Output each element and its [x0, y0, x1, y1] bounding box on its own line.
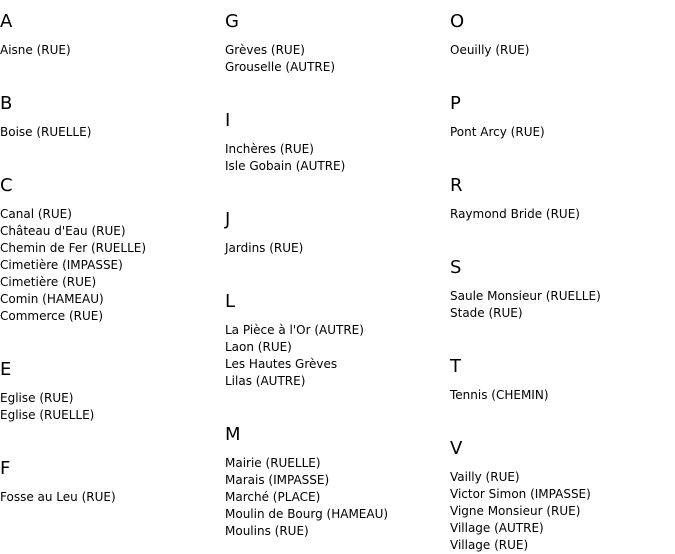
street-item: Lilas (AUTRE): [225, 374, 306, 388]
street-item: Aisne (RUE): [0, 43, 71, 57]
letter-heading: S: [450, 257, 462, 278]
street-item: Tennis (CHEMIN): [450, 388, 549, 402]
street-item: Oeuilly (RUE): [450, 43, 530, 57]
street-item: Moulin de Bourg (HAMEAU): [225, 507, 389, 521]
index-column-3: [450, 0, 675, 554]
letter-heading: A: [0, 11, 13, 32]
street-item: Marais (IMPASSE): [225, 473, 330, 487]
letter-group: [450, 345, 675, 404]
street-list: [450, 460, 675, 554]
letter-heading: B: [0, 93, 13, 114]
letter-group: [450, 427, 675, 554]
street-item: Saule Monsieur (RUELLE): [450, 289, 601, 303]
street-list: [450, 33, 675, 59]
street-list: [225, 446, 450, 540]
letter-group: [225, 99, 450, 175]
street-item: Cimetière (RUE): [0, 275, 97, 289]
letter-heading: T: [450, 356, 461, 377]
letter-heading: M: [225, 424, 241, 445]
letter-heading: L: [225, 291, 236, 312]
letter-heading: O: [450, 11, 465, 32]
street-list: [450, 197, 675, 223]
street-list: [0, 480, 225, 506]
street-item: Moulins (RUE): [225, 524, 309, 538]
letter-heading: F: [0, 458, 11, 479]
letter-group: [0, 82, 225, 141]
street-item: Inchères (RUE): [225, 142, 314, 156]
street-item: Grèves (RUE): [225, 43, 305, 57]
street-list: [450, 378, 675, 404]
letter-group: [450, 82, 675, 141]
street-item: Cimetière (IMPASSE): [0, 258, 123, 272]
street-item: Vailly (RUE): [450, 470, 520, 484]
index-column-1: [0, 0, 225, 506]
street-item: Boise (RUELLE): [0, 125, 92, 139]
street-item: Village (AUTRE): [450, 521, 544, 535]
street-list: [225, 33, 450, 76]
letter-group: [0, 348, 225, 424]
letter-group: [0, 0, 225, 59]
street-list: [225, 132, 450, 175]
street-item: Marché (PLACE): [225, 490, 321, 504]
street-item: Grouselle (AUTRE): [225, 60, 336, 74]
letter-group: [225, 280, 450, 390]
street-list: [225, 231, 450, 257]
street-item: Mairie (RUELLE): [225, 456, 321, 470]
letter-heading: P: [450, 93, 461, 114]
index-column-2: [225, 0, 450, 540]
street-item: Vigne Monsieur (RUE): [450, 504, 581, 518]
street-list: [0, 381, 225, 424]
letter-heading: E: [0, 359, 12, 380]
street-item: Pont Arcy (RUE): [450, 125, 545, 139]
street-item: Canal (RUE): [0, 207, 72, 221]
letter-heading: J: [225, 209, 231, 230]
street-list: [0, 197, 225, 325]
letter-group: [225, 413, 450, 540]
street-list: [450, 279, 675, 322]
street-list: [0, 115, 225, 141]
letter-group: [225, 0, 450, 76]
street-list: [0, 33, 225, 59]
street-item: Château d'Eau (RUE): [0, 224, 126, 238]
street-item: Raymond Bride (RUE): [450, 207, 580, 221]
street-item: Isle Gobain (AUTRE): [225, 159, 346, 173]
street-item: Les Hautes Grèves: [225, 357, 338, 371]
street-item: Fosse au Leu (RUE): [0, 490, 116, 504]
letter-group: [450, 0, 675, 59]
letter-heading: C: [0, 175, 13, 196]
letter-group: [450, 164, 675, 223]
letter-heading: I: [225, 110, 231, 131]
letter-heading: R: [450, 175, 463, 196]
street-item: Victor Simon (IMPASSE): [450, 487, 591, 501]
letter-group: [0, 447, 225, 506]
street-item: Village (RUE): [450, 538, 529, 552]
street-list: [225, 313, 450, 390]
street-item: Eglise (RUE): [0, 391, 74, 405]
letter-group: [450, 246, 675, 322]
street-item: Comin (HAMEAU): [0, 292, 104, 306]
street-item: Commerce (RUE): [0, 309, 104, 323]
street-item: Eglise (RUELLE): [0, 408, 95, 422]
street-list: [450, 115, 675, 141]
letter-heading: V: [450, 438, 463, 459]
letter-group: [225, 198, 450, 257]
street-item: Jardins (RUE): [225, 241, 304, 255]
street-item: La Pièce à l'Or (AUTRE): [225, 323, 364, 337]
street-item: Stade (RUE): [450, 306, 523, 320]
street-item: Laon (RUE): [225, 340, 292, 354]
letter-group: [0, 164, 225, 325]
street-item: Chemin de Fer (RUELLE): [0, 241, 147, 255]
letter-heading: G: [225, 11, 239, 32]
